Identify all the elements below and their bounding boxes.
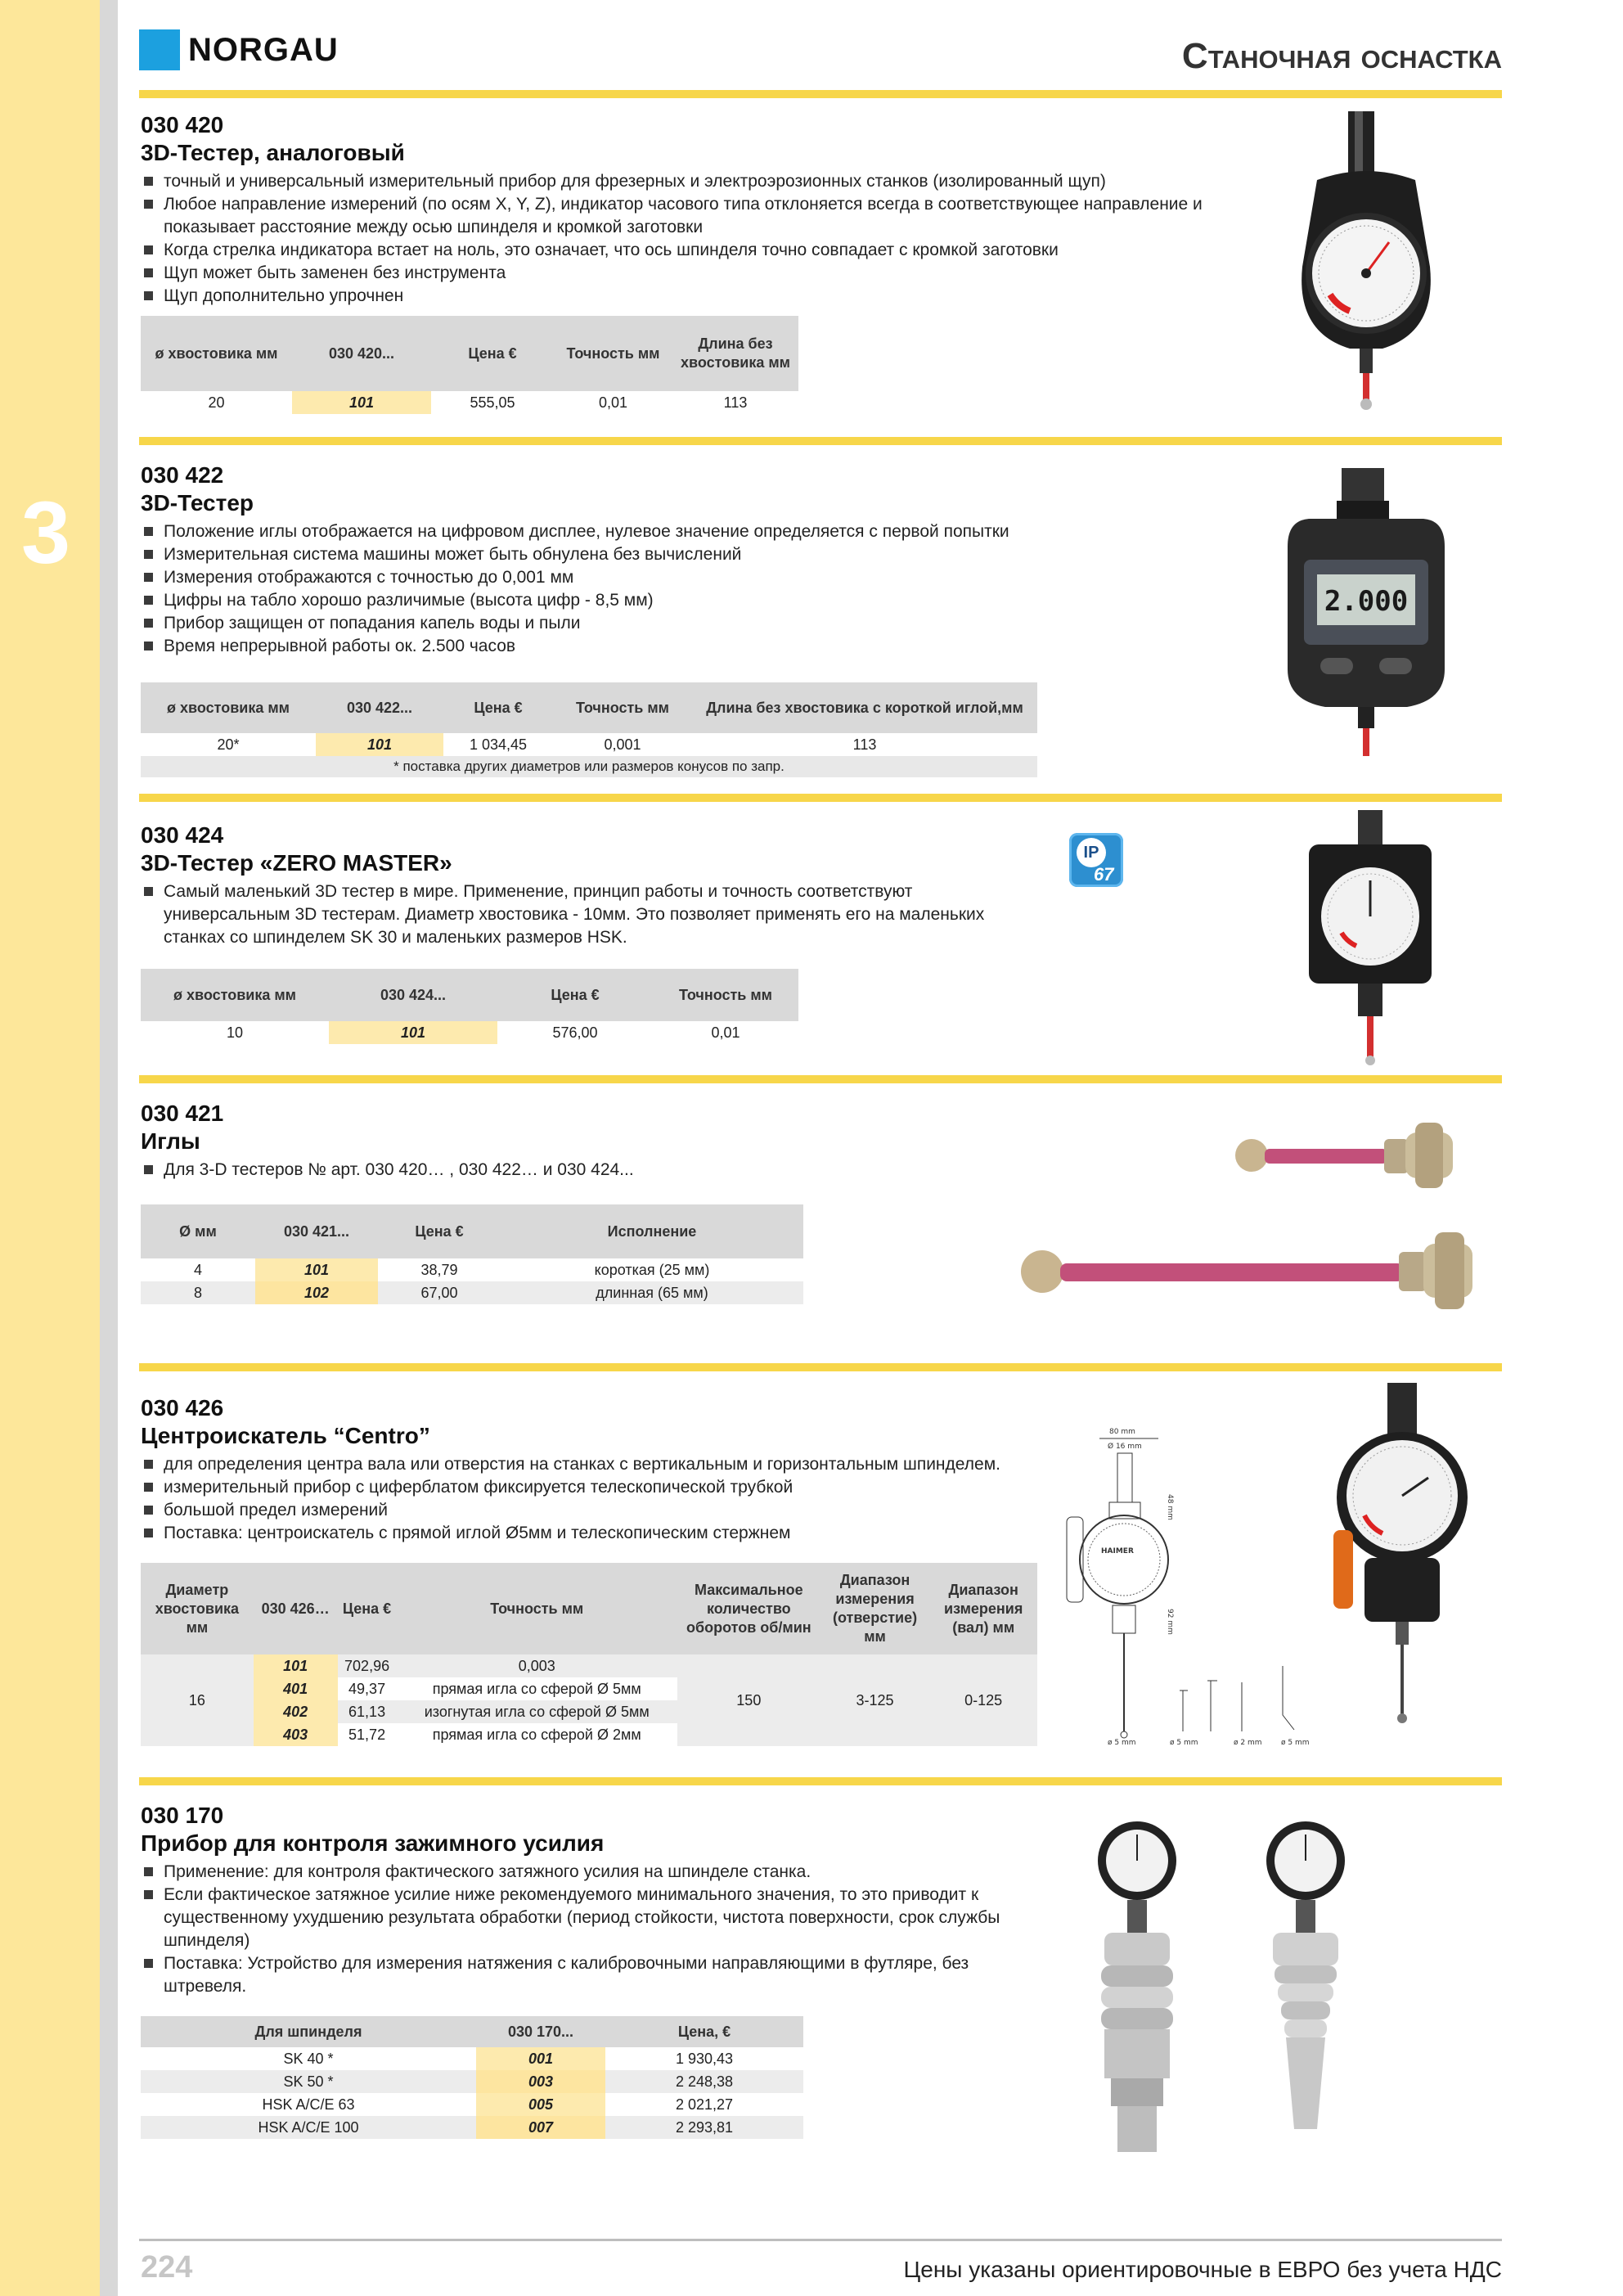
feature-item: измерительный прибор с циферблатом фиксируется телескопической трубкой [141, 1476, 1065, 1499]
drawing-dimension-label: 80 mm [1109, 1428, 1135, 1436]
table-header: Точность мм [653, 969, 798, 1021]
product-name: Центроискатель “Centro” [141, 1423, 430, 1448]
table-header: 030 426… [254, 1563, 338, 1654]
table-header: 030 421... [255, 1204, 378, 1258]
clamping-force-gauges-image [1072, 1818, 1399, 2162]
table-cell: SK 50 * [141, 2070, 476, 2093]
table-cell: 51,72 [348, 1726, 386, 1743]
table-cell: SK 40 * [283, 2050, 334, 2067]
article-number: 030 424 [141, 822, 224, 848]
article-number: 030 422 [141, 462, 224, 488]
feature-item: Положение иглы отображается на цифровом дисплее, нулевое значение определяется с первой попытки [141, 520, 1204, 543]
section-divider [139, 1363, 1502, 1371]
table-header: Цена € [431, 316, 554, 391]
table-header: Цена € [497, 969, 653, 1021]
centro-centerfinder-image [1324, 1383, 1479, 1727]
drawing-dimension-label: ø 5 mm [1108, 1739, 1136, 1747]
product-030424 [141, 822, 1041, 949]
stylus-needles-image [1021, 1108, 1495, 1312]
table-cell: 113 [852, 736, 877, 753]
article-number: 030 421 [141, 1101, 224, 1126]
table-cell: прямая игла со сферой Ø 2мм [432, 1726, 641, 1743]
feature-item: Прибор защищен от попадания капель воды и пыли [141, 612, 1204, 635]
table-header: 030 422... [316, 682, 443, 733]
product-name: 3D-Тестер «ZERO MASTER» [141, 850, 452, 876]
table-row [141, 1021, 798, 1044]
article-number: 030 420 [141, 112, 224, 137]
section-divider [139, 90, 1502, 98]
section-divider [139, 794, 1502, 802]
article-code-cell: 005 [476, 2093, 605, 2116]
feature-item: Для 3-D тестеров № арт. 030 420… , 030 422… и 030 424... [141, 1159, 959, 1182]
article-code-cell: 101 [292, 391, 431, 414]
digital-display-reading: 2.000 [1324, 585, 1409, 618]
drawing-dimension-label: 48 mm [1166, 1494, 1174, 1520]
table-cell: 2 248,38 [605, 2070, 803, 2093]
table-header: ø хвостовика мм [141, 316, 292, 391]
section-divider [139, 437, 1502, 445]
table-header: ø хвостовика мм [141, 682, 316, 733]
feature-item: Время непрерывной работы ок. 2.500 часов [141, 635, 1204, 658]
table-row [141, 733, 1037, 756]
table-header: Диапазон измерения (вал) мм [929, 1563, 1037, 1654]
table-header: Диапазон измерения (отверстие) мм [820, 1563, 930, 1654]
feature-item: Самый маленький 3D тестер в мире. Применение, принцип работы и точность соответствуют универсальным 3D тестерам. Диаметр хвостовика - 10мм. Это позволяет применять его на маленьких станках со шпинделем SK 30 и маленьких размеров HSK. [141, 880, 1041, 949]
article-code-cell: 003 [476, 2070, 605, 2093]
spec-table-030421 [141, 1204, 803, 1304]
zero-master-tester-image [1301, 810, 1440, 1080]
product-name: 3D-Тестер, аналоговый [141, 140, 405, 165]
digital-3d-tester-image [1284, 468, 1448, 763]
spec-table-030170 [141, 2016, 803, 2139]
table-cell: 4 [193, 1261, 202, 1278]
feature-item: Применение: для контроля фактического затяжного усилия на шпинделе станка. [141, 1861, 1041, 1884]
table-header: ø хвостовика мм [141, 969, 329, 1021]
table-row [141, 1258, 803, 1281]
table-row [141, 2116, 803, 2139]
product-030170 [141, 1802, 1049, 1998]
table-cell: 20 [208, 394, 225, 411]
table-cell: 0,01 [711, 1024, 740, 1041]
table-header: Цена, € [605, 2016, 803, 2047]
feature-item: Щуп может быть заменен без инструмента [141, 262, 1204, 285]
chapter-strip-gray [100, 0, 118, 2296]
section-divider [139, 1777, 1502, 1785]
feature-item: Измерительная система машины может быть обнулена без вычислений [141, 543, 1204, 566]
table-row [141, 2047, 803, 2070]
spec-table-030422 [141, 682, 1037, 777]
drawing-dimension-label: ø 5 mm [1170, 1739, 1198, 1747]
table-row [141, 391, 798, 414]
feature-item: Цифры на табло хорошо различимые (высота цифр - 8,5 мм) [141, 589, 1204, 612]
table-cell: 1 034,45 [469, 736, 528, 753]
article-code-cell: 402 [254, 1700, 338, 1723]
article-code-cell: 101 [329, 1021, 497, 1044]
article-code-cell: 101 [254, 1654, 338, 1677]
product-030420 [141, 111, 1204, 308]
table-cell: 702,96 [338, 1654, 397, 1677]
table-header: Длина без хвостовика мм [672, 316, 798, 391]
table-cell: длинная (65 мм) [501, 1281, 803, 1304]
table-cell: 67,00 [378, 1281, 501, 1304]
footer-price-note: Цены указаны ориентировочные в ЕВРО без учета НДС [903, 2257, 1502, 2282]
table-header: Исполнение [501, 1204, 803, 1258]
feature-item: Когда стрелка индикатора встает на ноль, это означает, что ось шпинделя точно совпадает с кромкой заготовки [141, 239, 1204, 262]
table-cell: 0-125 [929, 1654, 1037, 1746]
product-030426 [141, 1394, 1065, 1545]
article-code-cell: 101 [255, 1258, 378, 1281]
table-cell: 2 021,27 [675, 2096, 734, 2113]
table-cell: изогнутая игла со сферой Ø 5мм [397, 1700, 677, 1723]
drawing-dimension-label: Ø 16 mm [1108, 1443, 1142, 1451]
ip-rating: 67 [1094, 864, 1114, 885]
drawing-brand-label: HAIMER [1101, 1547, 1134, 1555]
table-cell: короткая (25 мм) [594, 1261, 710, 1278]
ip67-badge [1069, 833, 1123, 887]
table-cell: 150 [677, 1654, 820, 1746]
article-code-cell: 403 [254, 1723, 338, 1746]
feature-item: Поставка: центроискатель с прямой иглой Ø5мм и телескопическим стержнем [141, 1522, 1065, 1545]
page-number: 224 [141, 2250, 193, 2285]
table-cell: 1 930,43 [675, 2050, 734, 2067]
feature-item: Поставка: Устройство для измерения натяжения с калибровочными направляющими в футляре, без штревеля. [141, 1952, 1041, 1998]
product-030421 [141, 1100, 959, 1182]
chapter-number: 3 [21, 483, 71, 582]
table-row [141, 2070, 803, 2093]
chapter-strip [0, 0, 100, 2296]
table-cell: 0,003 [397, 1654, 677, 1677]
table-header: Диаметр хвостовика мм [141, 1563, 254, 1654]
table-row [141, 1281, 803, 1304]
footer-divider [139, 2239, 1502, 2241]
spec-table-030420 [141, 316, 798, 414]
table-cell: 0,001 [604, 736, 641, 753]
table-header: Точность мм [554, 316, 672, 391]
table-footnote: * поставка других диаметров или размеров конусов по запр. [141, 756, 1037, 777]
article-code-cell: 101 [316, 733, 443, 756]
product-name: Иглы [141, 1128, 200, 1154]
feature-item: точный и универсальный измерительный прибор для фрезерных и электроэрозионных станков (изолированный щуп) [141, 170, 1204, 193]
table-header: Длина без хвостовика с короткой иглой,мм [692, 682, 1037, 733]
logo-square-icon [139, 29, 180, 70]
table-cell: 61,13 [338, 1700, 397, 1723]
feature-item: Если фактическое затяжное усилие ниже рекомендуемого минимального значения, то это приводит к существенному ухудшению результата обработки (период стойкости, чистота поверхности, срок службы шпинделя) [141, 1884, 1041, 1952]
section-divider [139, 1075, 1502, 1083]
table-cell: 10 [226, 1024, 244, 1041]
table-cell: 16 [141, 1654, 254, 1746]
article-code-cell: 001 [476, 2047, 605, 2070]
product-name: Прибор для контроля зажимного усилия [141, 1830, 605, 1856]
table-header: 030 424... [329, 969, 497, 1021]
article-code-cell: 007 [476, 2116, 605, 2139]
table-header: Цена € [378, 1204, 501, 1258]
drawing-dimension-label: ø 2 mm [1234, 1739, 1262, 1747]
table-header: Цена € [443, 682, 553, 733]
centro-technical-drawing [1060, 1420, 1330, 1748]
spec-table-030424 [141, 969, 798, 1044]
feature-item: для определения центра вала или отверстия на станках с вертикальным и горизонтальным шпинделем. [141, 1453, 1065, 1476]
table-header: Для шпинделя [141, 2016, 476, 2047]
table-cell: 555,05 [470, 394, 515, 411]
table-cell: 0,01 [598, 394, 628, 411]
table-header: Точность мм [553, 682, 692, 733]
table-row [141, 2093, 803, 2116]
table-header: 030 170... [476, 2016, 605, 2047]
logo-text: NORGAU [188, 31, 339, 68]
table-row [141, 1654, 1037, 1677]
product-name: 3D-Тестер [141, 490, 254, 515]
table-cell: 49,37 [348, 1680, 386, 1697]
table-cell: 113 [723, 394, 748, 411]
table-cell: 2 293,81 [605, 2116, 803, 2139]
product-030422 [141, 461, 1204, 658]
table-cell: 576,00 [552, 1024, 598, 1041]
analog-3d-tester-image [1284, 111, 1448, 414]
feature-item: Щуп дополнительно упрочнен [141, 285, 1204, 308]
article-number: 030 426 [141, 1395, 224, 1420]
table-header: Максимальное количество оборотов об/мин [677, 1563, 820, 1654]
page-title: Станочная оснастка [1181, 36, 1502, 76]
table-cell: 8 [141, 1281, 255, 1304]
drawing-dimension-label: ø 5 mm [1281, 1739, 1310, 1747]
feature-item: Любое направление измерений (по осям X, Y, Z), индикатор часового типа отклоняется всегда в соответствующее направление и показывает расстояние между осью шпинделя и кромкой заготовки [141, 193, 1204, 239]
table-header: Ø мм [141, 1204, 255, 1258]
table-cell: 3-125 [820, 1654, 930, 1746]
table-header: 030 420... [292, 316, 431, 391]
feature-item: большой предел измерений [141, 1499, 1065, 1522]
spec-table-030426 [141, 1563, 1037, 1746]
table-cell: HSK A/C/E 100 [141, 2116, 476, 2139]
table-header: Цена € [338, 1563, 397, 1654]
drawing-dimension-label: 92 mm [1166, 1609, 1174, 1635]
article-code-cell: 102 [255, 1281, 378, 1304]
table-cell: 20* [217, 736, 240, 753]
feature-item: Измерения отображаются с точностью до 0,001 мм [141, 566, 1204, 589]
article-number: 030 170 [141, 1803, 224, 1828]
table-cell: 38,79 [420, 1261, 458, 1278]
table-cell: прямая игла со сферой Ø 5мм [432, 1680, 641, 1697]
brand-logo [139, 28, 339, 72]
table-cell: HSK A/C/E 63 [262, 2096, 355, 2113]
article-code-cell: 401 [254, 1677, 338, 1700]
table-header: Точность мм [397, 1563, 677, 1654]
ip-label: IP [1077, 838, 1106, 867]
